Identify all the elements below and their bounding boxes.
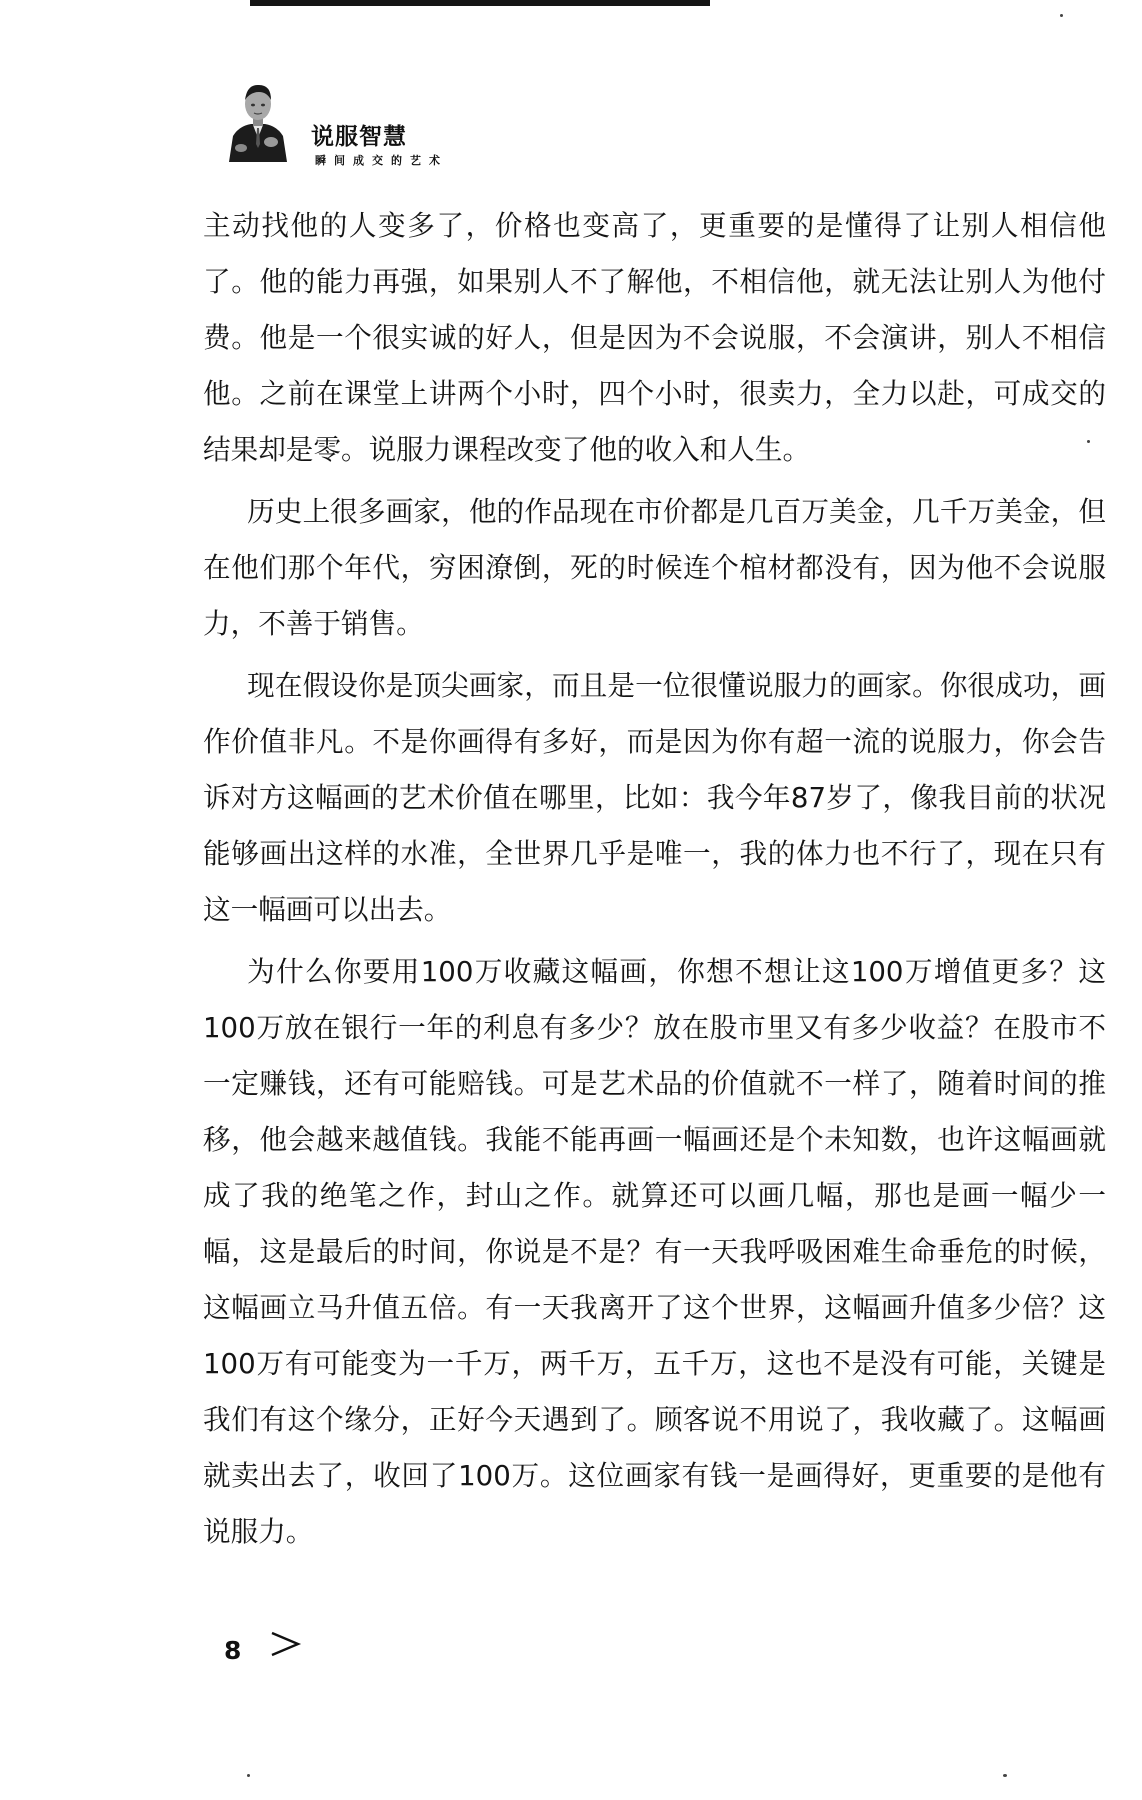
paragraph: 现在假设你是顶尖画家，而且是一位很懂说服力的画家。你很成功，画作价值非凡。不是你画得有多好，而是因为你有超一流的说服力，你会告诉对方这幅画的艺术价值在哪里，比如：我今年87岁了，像我目前的状况能够画出这样的水准，全世界几乎是唯一，我的体力也不行了，现在只有这一幅画可以出去。 bbox=[203, 669, 1106, 926]
header-title: 说服智慧 bbox=[311, 124, 407, 150]
chevron-right-icon bbox=[268, 1627, 302, 1661]
scan-speck bbox=[1087, 440, 1090, 443]
header-subtitle: 瞬间成交的艺术 bbox=[315, 154, 448, 167]
scan-speck bbox=[1003, 1774, 1007, 1777]
scan-speck bbox=[247, 1774, 250, 1777]
page-number: 8 bbox=[224, 1636, 242, 1665]
scan-speck bbox=[1060, 14, 1063, 17]
body-text bbox=[203, 198, 1106, 1560]
paragraph: 为什么你要用100万收藏这幅画，你想不想让这100万增值更多？这100万放在银行一年的利息有多少？放在股市里又有多少收益？在股市不一定赚钱，还有可能赔钱。可是艺术品的价值就不一样了，随着时间的推移，他会越来越值钱。我能不能再画一幅画还是个未知数，也许这幅画就成了我的绝笔之作，封山之作。就算还可以画几幅，那也是画一幅少一幅，这是最后的时间，你说是不是？有一天我呼吸困难生命垂危的时候，这幅画立马升值五倍。有一天我离开了这个世界，这幅画升值多少倍？这100万有可能变为一千万，两千万，五千万，这也不是没有可能，关键是我们有这个缘分，正好今天遇到了。顾客说不用说了，我收藏了。这幅画就卖出去了，收回了100万。这位画家有钱一是画得好，更重要的是他有说服力。 bbox=[203, 955, 1106, 1548]
businessman-portrait-icon bbox=[225, 78, 291, 162]
paragraph: 历史上很多画家，他的作品现在市价都是几百万美金，几千万美金，但在他们那个年代，穷困潦倒，死的时候连个棺材都没有，因为他不会说服力，不善于销售。 bbox=[203, 495, 1106, 640]
running-header bbox=[225, 78, 525, 168]
paragraph: 主动找他的人变多了，价格也变高了，更重要的是懂得了让别人相信他了。他的能力再强，如果别人不了解他，不相信他，就无法让别人为他付费。他是一个很实诚的好人，但是因为不会说服，不会演讲，别人不相信他。之前在课堂上讲两个小时，四个小时，很卖力，全力以赴，可成交的结果却是零。说服力课程改变了他的收入和人生。 bbox=[203, 209, 1106, 466]
